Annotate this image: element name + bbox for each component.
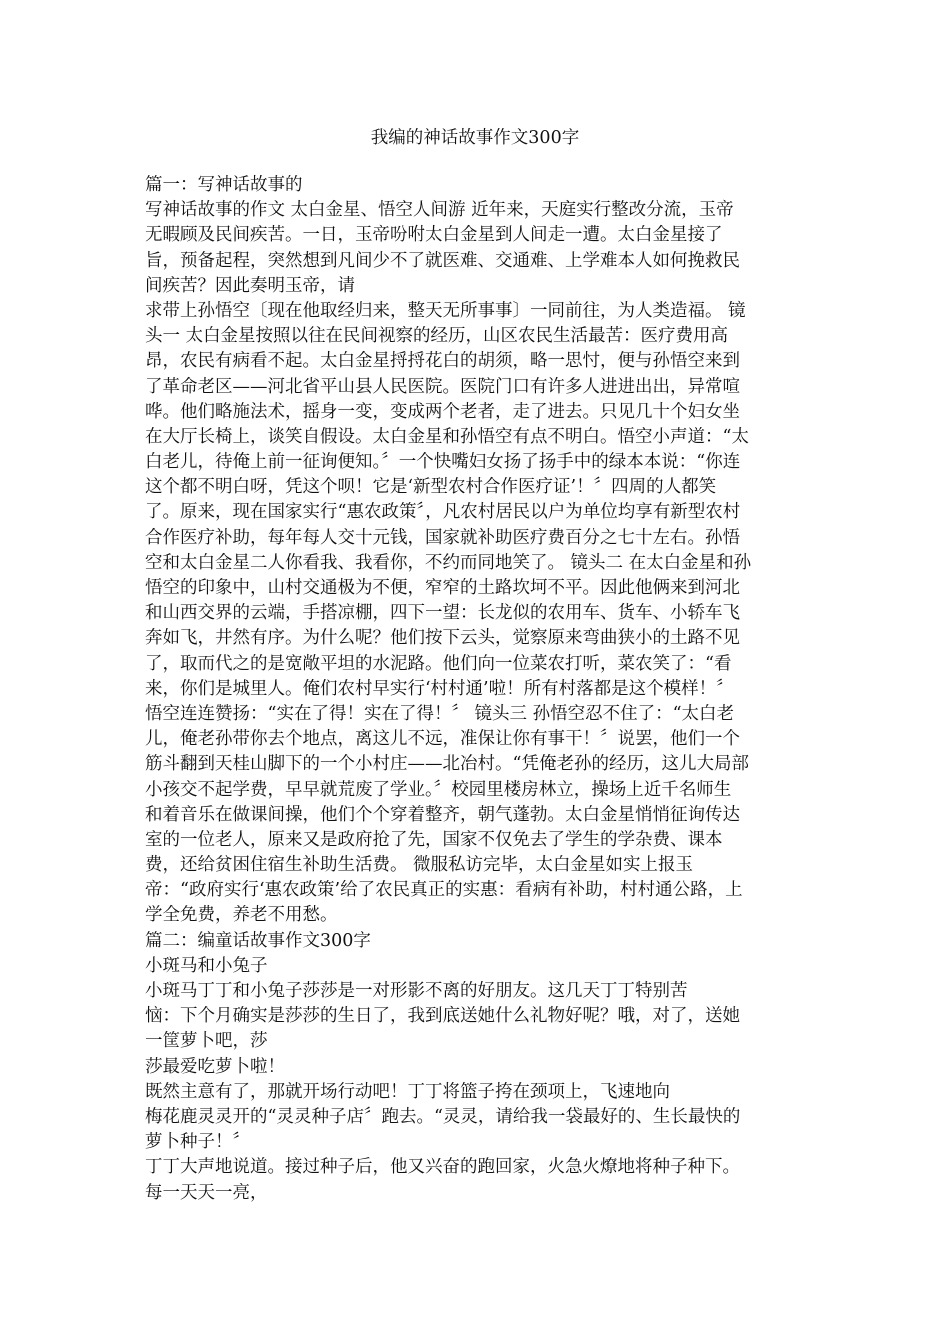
text-line: 了，取而代之的是宽敞平坦的水泥路。他们向一位菜农打听，菜农笑了：“看 <box>145 653 732 674</box>
text-line: 白老儿，待俺上前一征询便知。〞一个快嘴妇女扬了扬手中的绿本本说：“你连 <box>145 452 741 473</box>
text-line: 丁丁大声地说道。接过种子后，他又兴奋的跑回家，火急火燎地将种子种下。 <box>145 1157 740 1178</box>
text-line: 小斑马丁丁和小兔子莎莎是一对形影不离的好朋友。这几天丁丁特别苦 <box>145 981 688 1001</box>
document-title: 我编的神话故事作文300字 <box>370 128 580 148</box>
text-line: 旨，预备起程，突然想到凡间少不了就医难、交通难、上学难本人如何挽救民 <box>145 250 740 271</box>
text-line: 费，还给贫困住宿生补助生活费。 微服私访完毕，太白金星如实上报玉 <box>145 855 694 876</box>
text-line: 莎最爱吃萝卜啦！ <box>145 1056 285 1077</box>
text-line: 悟空连连赞扬：“实在了得！实在了得！〞 镜头三 孙悟空忍不住了：“太白老 <box>145 703 735 724</box>
text-line: 空和太白金星二人你看我、我看你，不约而同地笑了。 镜头二 在太白金星和孙 <box>145 552 752 573</box>
text-line: 儿，俺老孙带你去个地点，离这儿不远，准保让你有事干！〞说罢，他们一个 <box>145 729 740 750</box>
text-line: 头一 太白金星按照以往在民间视察的经历，山区农民生活最苦：医疗费用高 <box>145 326 729 347</box>
text-line: 小斑马和小兔子 <box>145 955 268 976</box>
text-line: 合作医疗补助，每年每人交十元钱，国家就补助医疗费百分之七十左右。孙悟 <box>145 527 740 548</box>
text-line: 室的一位老人，原来又是政府抢了先，国家不仅免去了学生的学杂费、课本 <box>145 829 723 850</box>
text-line: 梅花鹿灵灵开的“灵灵种子店〞跑去。“灵灵，请给我一袋最好的、生长最快的 <box>145 1106 741 1127</box>
text-line: 一筐萝卜吧，莎 <box>145 1031 268 1052</box>
text-line: 悟空的印象中，山村交通极为不便，窄窄的土路坎坷不平。因此他俩来到河北 <box>145 578 740 598</box>
text-line: 写神话故事的作文 太白金星、悟空人间游 近年来，天庭实行整改分流，玉帝 <box>145 200 734 221</box>
text-line: 无暇顾及民间疾苦。一日，玉帝吩咐太白金星到人间走一遭。太白金星接了 <box>145 225 723 246</box>
text-line: 奔如飞，井然有序。为什么呢？他们按下云头，觉察原来弯曲狭小的土路不见 <box>145 628 740 649</box>
text-line: 在大厅长椅上，谈笑自假设。太白金星和孙悟空有点不明白。悟空小声道：“太 <box>145 426 749 447</box>
text-line: 了。原来，现在国家实行“惠农政策〞，凡农村居民以户为单位均享有新型农村 <box>145 502 741 523</box>
text-line: 来，你们是城里人。俺们农村早实行‘村村通’啦！所有村落都是这个模样！〞 <box>145 678 734 699</box>
text-line: 求带上孙悟空〔现在他取经归来，整天无所事事〕一同前往，为人类造福。 镜 <box>145 300 746 321</box>
text-line: 了革命老区——河北省平山县人民医院。医院门口有许多人进进出出，异常喧 <box>145 376 740 397</box>
text-line: 学全免费，养老不用愁。 <box>145 905 338 926</box>
text-line: 和山西交界的云端，手搭凉棚，四下一望：长龙似的农用车、货车、小轿车飞 <box>145 603 740 624</box>
text-line: 每一天天一亮， <box>145 1182 268 1203</box>
text-line: 帝：“政府实行‘惠农政策’给了农民真正的实惠：看病有补助，村村通公路，上 <box>145 880 743 901</box>
text-line: 哗。他们略施法术，摇身一变，变成两个老者，走了进去。只见几十个妇女坐 <box>145 401 740 422</box>
text-line: 萝卜种子！〞 <box>145 1132 250 1153</box>
text-line: 昂，农民有病看不起。太白金星捋捋花白的胡须，略一思忖，便与孙悟空来到 <box>145 351 740 372</box>
text-line: 既然主意有了，那就开场行动吧！丁丁将篮子挎在颈项上，飞速地向 <box>145 1081 670 1102</box>
text-line: 小孩交不起学费，早早就荒废了学业。〞校园里楼房林立，操场上近千名师生 <box>145 779 732 800</box>
text-line: 篇一：写神话故事的 <box>145 175 303 195</box>
text-line: 和着音乐在做课间操，他们个个穿着整齐，朝气蓬勃。太白金星悄悄征询传达 <box>145 804 740 825</box>
text-line: 这个都不明白呀，凭这个呗！它是‘新型农村合作医疗证’！〞四周的人都笑 <box>145 477 717 498</box>
document-body <box>145 173 815 1206</box>
text-line: 间疾苦？因此奏明玉帝，请 <box>145 275 355 296</box>
text-line: 恼：下个月确实是莎莎的生日了，我到底送她什么礼物好呢？哦，对了，送她 <box>145 1006 740 1027</box>
text-line: 筋斗翻到天桂山脚下的一个小村庄——北冶村。“凭俺老孙的经历，这儿大局部 <box>145 754 749 775</box>
text-line: 篇二：编童话故事作文300字 <box>145 930 371 951</box>
